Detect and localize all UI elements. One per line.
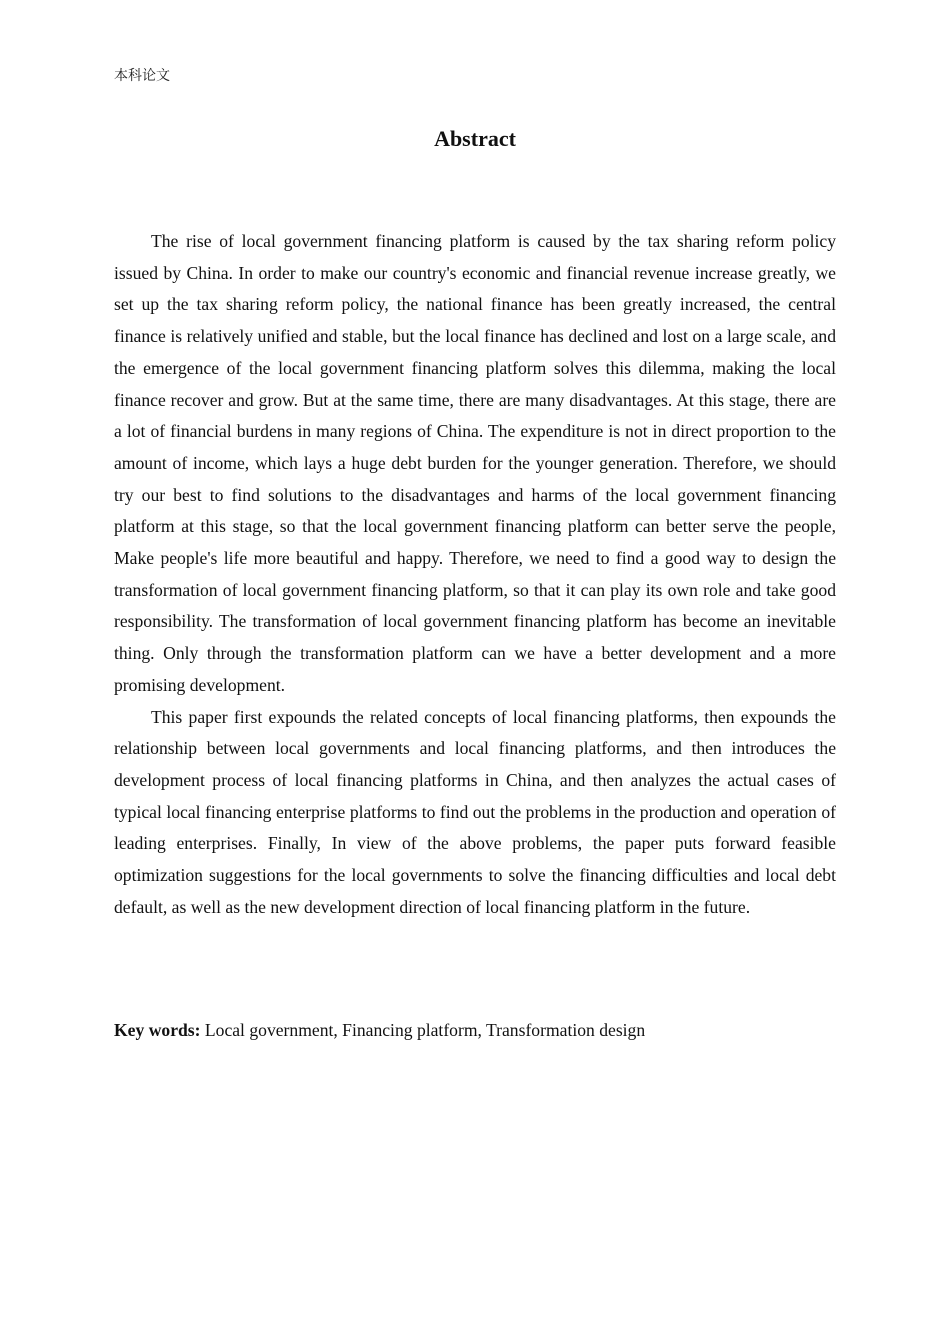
- running-header: 本科论文: [114, 68, 170, 84]
- abstract-title: Abstract: [434, 126, 516, 151]
- abstract-paragraph-1: The rise of local government financing platform is caused by the tax sharing reform policy issued by China. In order to make our country's economic and financial revenue increase greatly, we set up the tax sharing reform policy, the national finance has been greatly increased, the central finance is relatively unified and stable, but the local finance has declined and lost on a large scale, and the emergence of the local government financing platform solves this dilemma, making the local finance recover and grow. But at the same time, there are many disadvantages. At this stage, there are a lot of financial burdens in many regions of China. The expenditure is not in direct proportion to the amount of income, which lays a huge debt burden for the younger generation. Therefore, we should try our best to find solutions to the disadvantages and harms of the local government financing platform at this stage, so that the local government financing platform can better serve the people, Make people's life more beautiful and happy. Therefore, we need to find a good way to design the transformation of local government financing platform, so that it can play its own role and take good responsibility. The transformation of local government financing platform has become an inevitable thing. Only through the transformation platform can we have a better development and a more promising development.: [114, 231, 836, 695]
- abstract-paragraph-2: This paper first expounds the related concepts of local financing platforms, then expounds the relationship between local governments and local financing platforms, and then introduces the development process of local financing platforms in China, and then analyzes the actual cases of typical local financing enterprise platforms to find out the problems in the production and operation of leading enterprises. Finally, In view of the above problems, the paper puts forward feasible optimization suggestions for the local governments to solve the financing difficulties and local debt default, as well as the new development direction of local financing platform in the future.: [114, 706, 836, 917]
- abstract-body: [114, 226, 836, 923]
- keywords-line: [114, 1015, 836, 1045]
- keywords-label: Key words:: [114, 1020, 201, 1040]
- keywords-value: Local government, Financing platform, Transformation design: [200, 1020, 646, 1040]
